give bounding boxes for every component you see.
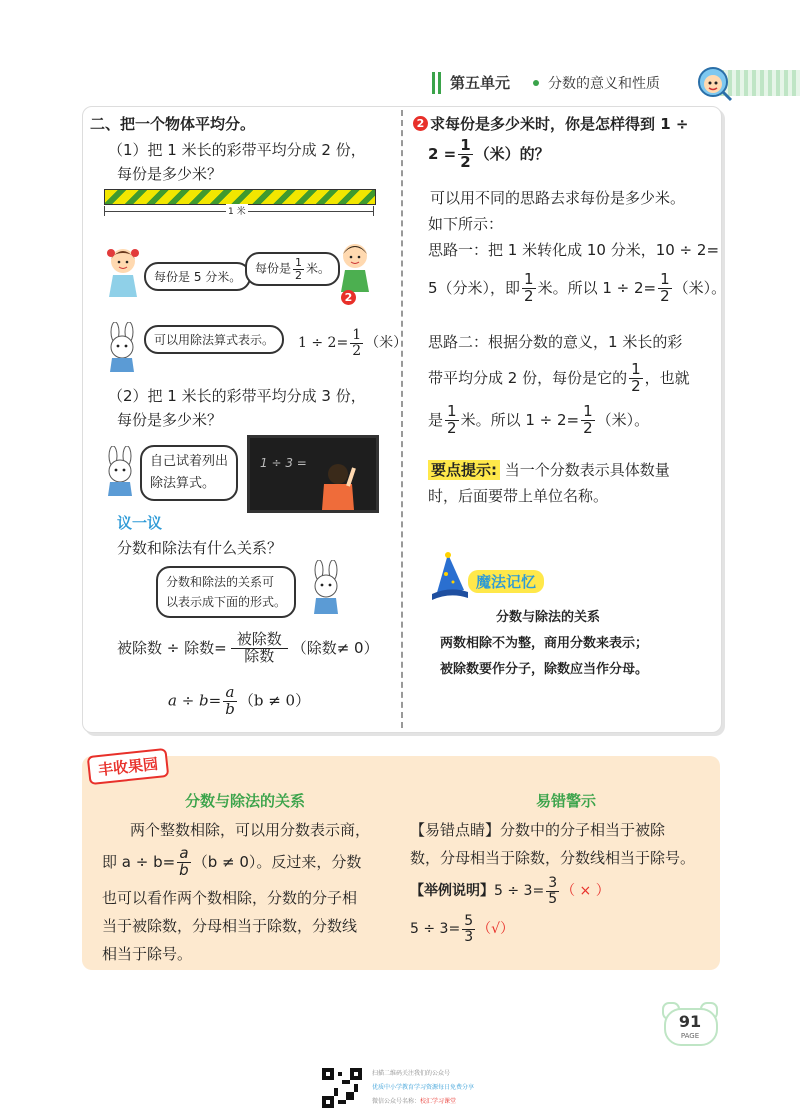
qr-code xyxy=(322,1068,362,1108)
header-stripe-2 xyxy=(438,72,441,94)
harvest-left-line3: 也可以看作两个数相除，分数的分子相 xyxy=(102,889,358,907)
tip-label: 要点提示: xyxy=(428,460,500,480)
right-question-line2 xyxy=(428,138,550,171)
harvest-tag-label: 丰收果园 xyxy=(87,748,170,785)
student-at-board-illustration xyxy=(318,462,358,510)
rabbit1-speech-bubble: 可以用除法算式表示。 xyxy=(144,325,284,354)
idea1-num1: 1 xyxy=(524,270,534,288)
boy-illustration xyxy=(336,240,374,292)
idea2-l3-num2: 1 xyxy=(583,402,593,420)
formula2-post: （b ≠ 0） xyxy=(238,691,311,710)
idea2-l3-a: 是 xyxy=(428,410,444,429)
idea2-a: 带平均分成 2 份，每份是它的 xyxy=(428,368,628,387)
formula-words xyxy=(117,632,379,665)
equation-1 xyxy=(298,328,407,358)
harvest-tag xyxy=(88,752,168,781)
header-stripe-1 xyxy=(432,72,435,94)
harvest-left-title: 分数与除法的关系 xyxy=(185,792,306,810)
idea2-l3-b: 米。所以 1 ÷ 2= xyxy=(460,410,580,429)
formula2-pre: a ÷ b= xyxy=(168,691,222,710)
footer-line1: 扫描二维码关注我们的公众号 xyxy=(372,1070,451,1077)
idea1-den1: 2 xyxy=(524,286,534,305)
example-label: 【举例说明】 xyxy=(410,883,494,900)
idea1-num2: 1 xyxy=(660,270,670,288)
example2-right-mark: （√） xyxy=(477,921,515,938)
footer-l3-name: 校汇学习课堂 xyxy=(420,1098,457,1105)
idea2-b: ，也就 xyxy=(644,368,690,387)
rabbit-illustration-3 xyxy=(306,560,348,616)
blackboard-text: 1 ÷ 3 = xyxy=(260,456,307,470)
boy-bubble-pre: 每份是 xyxy=(255,261,292,276)
rabbit3-bubble-line1: 分数和除法的关系可 xyxy=(166,575,275,589)
boy-marker: 2 xyxy=(341,290,356,305)
page-badge xyxy=(660,1002,720,1044)
question-2: （2）把 1 米长的彩带平均分成 3 份， xyxy=(108,387,366,405)
right-marker: 2 xyxy=(413,116,428,131)
wizard-hat-icon xyxy=(428,550,472,600)
boy-bubble-den: 2 xyxy=(295,268,303,282)
question-1: （1）把 1 米长的彩带平均分成 2 份， xyxy=(108,141,366,159)
girl-speech-bubble: 每份是 5 分米。 xyxy=(144,262,251,291)
harvest-left-line1: 两个整数相除，可以用分数表示商， xyxy=(130,821,371,839)
formula2-den: b xyxy=(225,699,235,718)
magic-title: 魔法记忆 xyxy=(468,570,544,593)
idea2-l3-num1: 1 xyxy=(447,402,457,420)
rabbit3-bubble-line2: 以表示成下面的形式。 xyxy=(166,595,287,609)
idea2-line1: 思路二：根据分数的意义，1 米长的彩 xyxy=(428,333,683,351)
harvest-example-2 xyxy=(410,914,514,944)
rabbit-illustration-2 xyxy=(100,446,142,498)
right-question-line1: 求每份是多少米时，你是怎样得到 1 ÷ xyxy=(430,115,689,133)
q2-den: 2 xyxy=(460,152,471,171)
tip-line1 xyxy=(428,458,670,482)
idea2-l3-den2: 2 xyxy=(583,418,593,437)
harvest-l2-num: a xyxy=(177,846,191,863)
girl-illustration xyxy=(104,245,142,297)
q2-pre: 2 = xyxy=(428,144,457,163)
idea1-den2: 2 xyxy=(660,286,670,305)
right-para-2: 如下所示： xyxy=(428,215,504,233)
header-unit: 第五单元 xyxy=(450,74,511,92)
section-title: 二、把一个物体平均分。 xyxy=(90,115,256,133)
harvest-example-1 xyxy=(410,876,610,906)
discuss-question: 分数和除法有什么关系？ xyxy=(117,539,283,557)
example2-num: 5 xyxy=(464,913,474,929)
tip-line2: 时，后面要带上单位名称。 xyxy=(428,487,609,505)
example2-lhs: 5 ÷ 3= xyxy=(410,921,461,938)
example1-wrong-mark: （ × ） xyxy=(561,883,610,900)
example1-lhs: 5 ÷ 3= xyxy=(494,883,545,900)
idea1-b: 米。所以 1 ÷ 2= xyxy=(537,278,657,297)
discuss-title: 议一议 xyxy=(117,514,163,532)
panel-divider xyxy=(401,110,403,728)
magic-line1: 两数相除不为整，商用分数来表示； xyxy=(440,636,649,651)
boy-bubble-num: 1 xyxy=(295,256,303,269)
ribbon-measure xyxy=(104,206,374,216)
page-number: 91 xyxy=(678,1012,702,1031)
page-label: PAGE xyxy=(680,1032,700,1040)
rabbit2-bubble-line2: 除法算式。 xyxy=(150,476,216,491)
harvest-left-line2 xyxy=(102,846,361,879)
footer-l3-label: 微信公众号名称： xyxy=(372,1098,421,1105)
eq1-post: （米） xyxy=(365,335,408,352)
harvest-l2-den: b xyxy=(179,860,189,879)
formula-letters xyxy=(168,685,310,718)
right-para-1: 可以用不同的思路去求每份是多少米。 xyxy=(430,189,686,207)
idea1-line1: 思路一：把 1 米转化成 10 分米，10 ÷ 2= xyxy=(428,241,720,259)
harvest-left-line4: 当于被除数，分母相当于除数，分数线 xyxy=(102,917,358,935)
formula-pre: 被除数 ÷ 除数= xyxy=(117,638,227,657)
idea1-line2 xyxy=(428,272,726,305)
harvest-right-line2: 数，分母相当于除数，分数线相当于除号。 xyxy=(410,849,696,867)
eq1-num: 1 xyxy=(352,327,362,343)
header-dot xyxy=(533,80,539,86)
idea1-a: 5（分米），即 xyxy=(428,278,521,297)
blackboard xyxy=(247,435,379,513)
example1-den: 5 xyxy=(548,890,558,907)
rabbit2-speech-bubble xyxy=(140,445,238,501)
idea2-den: 2 xyxy=(631,376,641,395)
magic-subtitle: 分数与除法的关系 xyxy=(496,610,601,625)
q2-post: （米）的？ xyxy=(474,144,550,163)
header-bar xyxy=(420,68,800,98)
formula-num: 被除数 xyxy=(231,632,288,649)
mascot-magnifier-icon xyxy=(695,66,735,102)
boy-bubble-post: 米。 xyxy=(306,261,331,276)
tip-text1: 当一个分数表示具体数量 xyxy=(504,461,670,479)
magic-line2: 被除数要作分子，除数应当作分母。 xyxy=(440,662,649,677)
header-title: 分数的意义和性质 xyxy=(548,76,660,92)
example1-num: 3 xyxy=(548,875,558,891)
question-1b: 每份是多少米？ xyxy=(117,165,223,183)
example2-den: 3 xyxy=(464,928,474,945)
footer-line3 xyxy=(372,1096,456,1105)
rabbit2-bubble-line1: 自己试着列出 xyxy=(150,454,229,469)
footer-line2: 优质中小学教育学习资源每日免费分享 xyxy=(372,1084,475,1091)
idea2-line2 xyxy=(428,362,690,395)
rabbit3-speech-bubble xyxy=(156,566,296,618)
rabbit-illustration-1 xyxy=(102,322,144,374)
question-2b: 每份是多少米？ xyxy=(117,411,223,429)
formula2-num: a xyxy=(223,685,237,702)
eq1-den: 2 xyxy=(352,342,362,359)
idea2-l3-den1: 2 xyxy=(447,418,457,437)
idea2-num: 1 xyxy=(631,360,641,378)
q2-num: 1 xyxy=(460,136,471,154)
boy-speech-bubble xyxy=(245,252,340,286)
harvest-l2-a: 即 a ÷ b= xyxy=(102,852,176,871)
ribbon xyxy=(104,189,376,205)
formula-post: （除数≠ 0） xyxy=(291,638,379,657)
ribbon-label: 1 米 xyxy=(226,204,248,217)
eq1-pre: 1 ÷ 2= xyxy=(298,335,349,352)
formula-den: 除数 xyxy=(244,646,275,665)
idea2-line3 xyxy=(428,404,649,437)
idea2-l3-c: （米）。 xyxy=(596,410,650,429)
harvest-right-title: 易错警示 xyxy=(536,792,597,810)
idea1-c: （米）。 xyxy=(673,278,727,297)
harvest-left-line5: 相当于除号。 xyxy=(102,945,193,963)
harvest-right-line1: 【易错点睛】分数中的分子相当于被除 xyxy=(410,821,666,839)
harvest-l2-b: （b ≠ 0）。反过来，分数 xyxy=(192,852,362,871)
